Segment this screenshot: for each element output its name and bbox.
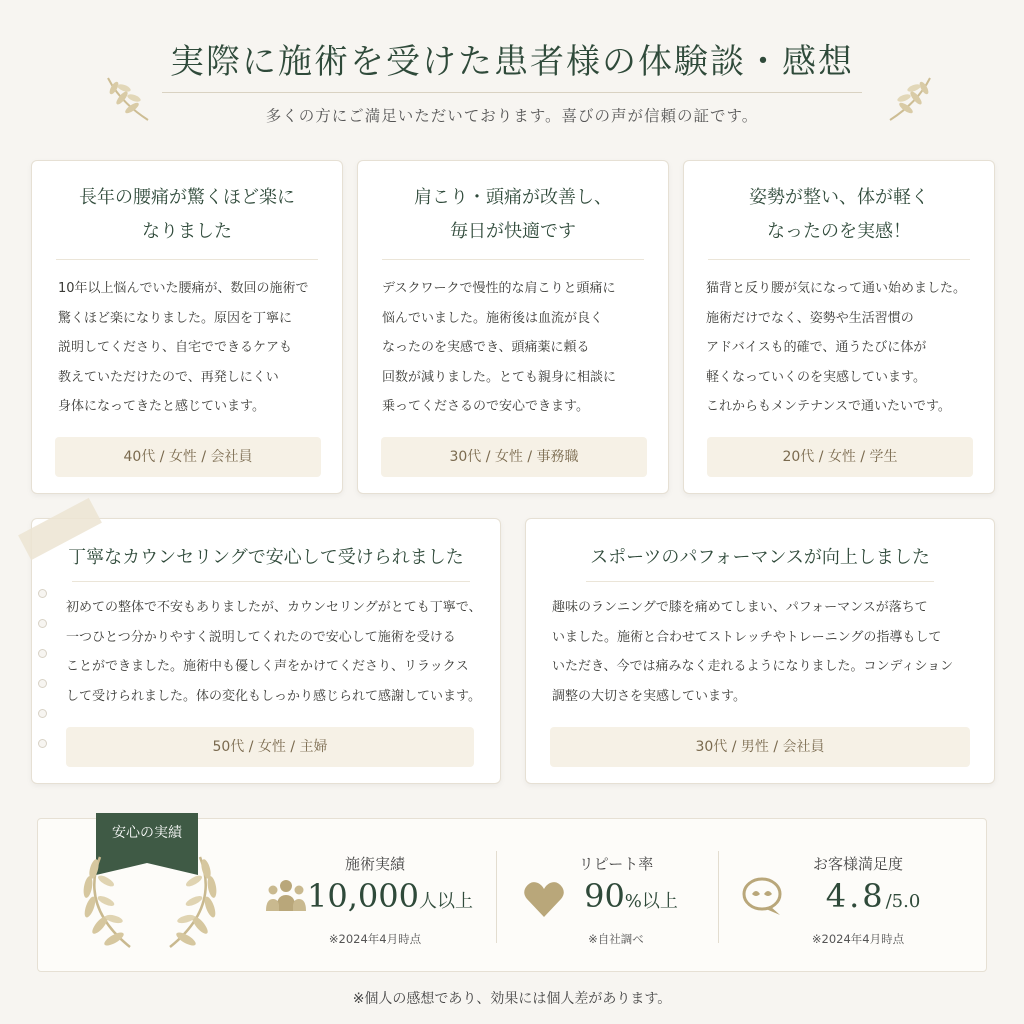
- testimonial-title: スポーツのパフォーマンスが向上しました: [590, 547, 930, 568]
- stat-value: 10,000人以上: [307, 877, 473, 915]
- stat-note: ※自社調べ: [588, 932, 644, 946]
- testimonial-card: [357, 160, 669, 494]
- achievements-panel: [37, 818, 987, 972]
- testimonial-body: 趣味のランニングで膝を痛めてしまい、パフォーマンスが落ちて いました。施術と合わせてストレッチやトレーニングの指導もして いただき、今では痛みなく走れるようになりました。コンディション 調整の大切さを実感しています。: [552, 600, 954, 704]
- stat-satisfaction: [738, 849, 978, 949]
- testimonial-title: 姿勢が整い、体が軽く なったのを実感！: [749, 187, 929, 242]
- testimonial-profile: 30代 / 女性 / 事務職: [381, 437, 647, 477]
- testimonial-profile: 40代 / 女性 / 会社員: [55, 437, 321, 477]
- stat-note: ※2024年4月時点: [811, 932, 905, 946]
- laurel-wreath-icon: [60, 847, 240, 957]
- stat-divider: [496, 851, 497, 943]
- testimonial-title: 丁寧なカウンセリングで安心して受けられました: [68, 547, 464, 568]
- testimonial-card: [31, 518, 501, 784]
- stat-treatments: [260, 849, 490, 949]
- title-divider: [162, 92, 862, 93]
- achievements-ribbon: 安心の実績: [96, 813, 198, 863]
- testimonial-card: [31, 160, 343, 494]
- page-title: 実際に施術を受けた患者様の体験談・感想: [170, 42, 854, 82]
- notebook-holes: [38, 589, 50, 789]
- card-divider: [72, 581, 470, 582]
- stat-divider: [718, 851, 719, 943]
- stat-label: リピート率: [578, 855, 654, 873]
- page-subtitle: 多くの方にご満足いただいております。喜びの声が信頼の証です。: [265, 107, 759, 125]
- testimonial-card: [683, 160, 995, 494]
- stat-label: お客様満足度: [812, 855, 903, 873]
- testimonial-body: 初めての整体で不安もありましたが、カウンセリングがとても丁寧で、 一つひとつ分かりやすく説明してくれたので安心して施術を受ける ことができました。施術中も優しく声をかけてくださり、リラックス して受けられました。体の変化もしっかり感じられて感謝しています。: [66, 600, 482, 704]
- page-header: [0, 0, 1024, 150]
- testimonial-profile: 30代 / 男性 / 会社員: [550, 727, 970, 767]
- stat-note: ※2024年4月時点: [328, 932, 422, 946]
- testimonial-profile: 50代 / 女性 / 主婦: [66, 727, 474, 767]
- card-divider: [56, 259, 318, 260]
- testimonial-title: 肩こり・頭痛が改善し、 毎日が快適です: [414, 187, 612, 242]
- card-divider: [382, 259, 644, 260]
- card-divider: [586, 581, 934, 582]
- stat-value: 4.8/5.0: [825, 877, 921, 915]
- testimonial-body: デスクワークで慢性的な肩こりと頭痛に 悩んでいました。施術後は血流が良く なったのを実感でき、頭痛薬に頼る 回数が減りました。とても親身に相談に 乗ってくださるので安心できます。: [382, 281, 617, 414]
- testimonial-title: 長年の腰痛が驚くほど楽に なりました: [79, 187, 295, 242]
- stat-repeat-rate: [516, 849, 716, 949]
- testimonial-card: [525, 518, 995, 784]
- testimonial-body: 猫背と反り腰が気になって通い始めました。 施術だけでなく、姿勢や生活習慣の アドバイスも的確で、通うたびに体が 軽くなっていくのを実感しています。 これからもメンテナンスで通いたいです。: [706, 281, 967, 414]
- stat-value: 90%以上: [584, 877, 678, 915]
- disclaimer-footnote: ※個人の感想であり、効果には個人差があります。: [352, 991, 672, 1007]
- stat-label: 施術実績: [344, 855, 405, 873]
- testimonial-body: 10年以上悩んでいた腰痛が、数回の施術で 驚くほど楽になりました。原因を丁寧に 説明してくださり、自宅でできるケアも 教えていただけたので、再発しにくい 身体になってきたと感じています。: [58, 281, 309, 414]
- card-divider: [708, 259, 970, 260]
- testimonial-profile: 20代 / 女性 / 学生: [707, 437, 973, 477]
- laurel-right-icon: [880, 68, 940, 128]
